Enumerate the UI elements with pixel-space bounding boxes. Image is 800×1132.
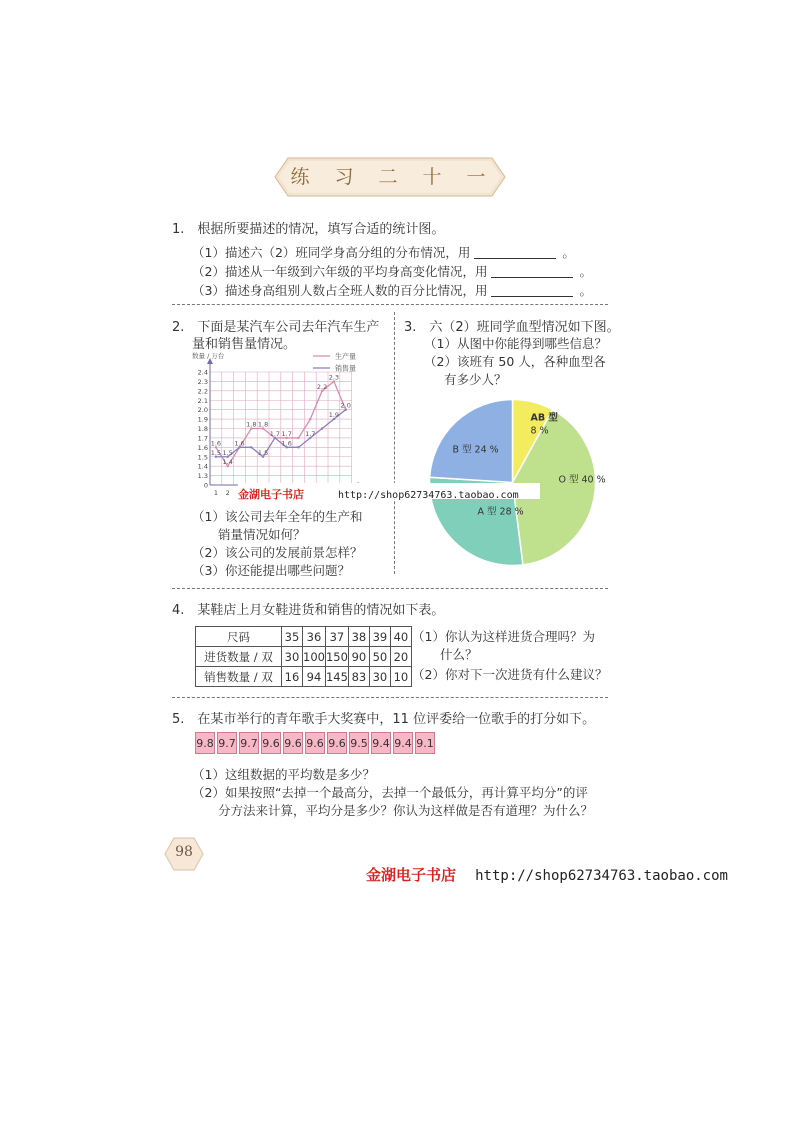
table-header-cell: 35	[282, 627, 303, 647]
chart-watermark-url-box	[334, 483, 540, 499]
q3-question-2-cont: 有多少人？	[444, 372, 507, 387]
pie-label: O 型 40 %	[558, 474, 606, 486]
title-char-1: 练	[290, 166, 310, 188]
y-tick-label: 1.4	[197, 462, 208, 471]
title-char-3: 二	[378, 166, 398, 188]
table-header-cell: 38	[348, 627, 369, 647]
y-axis-label: 数量 / 万台	[192, 352, 225, 360]
table-cell: 100	[303, 647, 326, 667]
score-cell: 9.7	[239, 732, 259, 754]
q1-blank-2[interactable]	[491, 265, 573, 278]
data-point	[297, 446, 299, 448]
title-char-2: 习	[334, 166, 354, 188]
q1-item-1	[192, 243, 575, 261]
data-label: 1.4	[222, 458, 233, 467]
section-divider-2	[172, 588, 608, 589]
q2-stem-line-2: 量和销售量情况。	[192, 337, 297, 352]
legend-label: 销售量	[335, 364, 356, 373]
y-tick-label: 1.9	[197, 415, 208, 424]
data-label: 1.5	[222, 448, 233, 457]
score-cell: 9.4	[393, 732, 413, 754]
q1-item-3-text: （3）描述身高组别人数占全班人数的百分比情况，用	[192, 283, 488, 298]
data-label: 1.6	[234, 439, 245, 448]
table-header-cell: 36	[303, 627, 326, 647]
table-cell: 20	[390, 647, 411, 667]
q1-item-3	[192, 281, 592, 299]
score-cell: 9.1	[415, 732, 435, 754]
table-header-cell: 37	[325, 627, 348, 647]
table-cell: 30	[369, 667, 390, 687]
table-cell: 94	[303, 667, 326, 687]
q1-item-3-tail: 。	[579, 283, 592, 298]
data-label: 1.7	[281, 429, 292, 438]
score-cell: 9.4	[371, 732, 391, 754]
data-label: 2.3	[328, 373, 340, 382]
score-cell: 9.7	[217, 732, 237, 754]
data-label: 1.7	[305, 429, 316, 438]
q4-stem: 4. 某鞋店上月女鞋进货和销售的情况如下表。	[172, 603, 445, 618]
data-point	[250, 446, 252, 448]
y-tick-label: 2.4	[197, 368, 208, 377]
table-header-cell: 39	[369, 627, 390, 647]
y-tick-label: 1.5	[197, 453, 208, 462]
q1-blank-1[interactable]	[474, 246, 556, 259]
production-sales-line-chart	[190, 350, 390, 505]
pie-percentage: 8 %	[530, 425, 549, 437]
q3-stem: 3. 六（2）班同学血型情况如下图。	[404, 320, 620, 335]
page-number: 98	[175, 844, 193, 860]
y-tick-label: 1.7	[197, 434, 208, 443]
table-header-row	[196, 627, 412, 647]
table-row	[196, 667, 412, 687]
chart-watermark-brand: 金湖电子书店	[238, 488, 304, 501]
q3-question-2: （2）该班有 50 人，各种血型各	[424, 354, 606, 369]
table-cell: 150	[325, 647, 348, 667]
footer-watermark	[366, 864, 728, 885]
data-label: 1.8	[257, 420, 269, 429]
table-cell: 16	[282, 667, 303, 687]
q1-stem: 1. 根据所要描述的情况，填写合适的统计图。	[172, 222, 445, 237]
score-cell: 9.6	[261, 732, 281, 754]
table-cell: 145	[325, 667, 348, 687]
q4-question-1-cont: 什么？	[440, 647, 478, 662]
page-number-badge	[164, 836, 204, 872]
q5-question-2: （2）如果按照“去掉一个最高分，去掉一个最低分，再计算平均分”的评	[192, 785, 588, 800]
q5-question-2-cont: 分方法来计算，平均分是多少？你认为这样做是否有道理？为什么？	[218, 803, 594, 818]
data-label: 1.5	[210, 448, 222, 457]
footer-watermark-url: http://shop62734763.taobao.com	[475, 868, 728, 884]
q5-question-1: （1）这组数据的平均数是多少？	[192, 767, 375, 782]
q1-item-2-tail: 。	[579, 264, 592, 279]
pie-label: AB 型	[530, 412, 558, 424]
chart-watermark-url: http://shop62734763.taobao.com	[338, 490, 519, 501]
data-label: 1.9	[328, 411, 340, 420]
y-tick-label: 1.3	[197, 472, 208, 481]
judge-score-strip	[195, 732, 440, 754]
pie-slice	[430, 400, 513, 483]
table-cell: 进货数量 / 双	[196, 647, 282, 667]
section-divider-1	[172, 304, 608, 305]
score-cell: 9.6	[283, 732, 303, 754]
section-divider-3	[172, 697, 608, 698]
q1-item-2-text: （2）描述从一年级到六年级的平均身高变化情况，用	[192, 264, 488, 279]
q1-item-1-tail: 。	[562, 245, 575, 260]
data-label: 1.7	[269, 429, 281, 438]
x-tick-label: 1	[213, 489, 218, 497]
data-label: 2.0	[340, 401, 351, 410]
data-point	[297, 437, 299, 439]
y-tick-label: 1.6	[197, 443, 208, 452]
table-cell: 50	[369, 647, 390, 667]
y-tick-label: 2.1	[197, 396, 208, 405]
y-tick-label: 2.0	[197, 406, 208, 415]
data-label: 1.6	[281, 439, 292, 448]
title-char-4: 十	[422, 166, 442, 188]
score-cell: 9.6	[305, 732, 325, 754]
q3-question-1: （1）从图中你能得到哪些信息？	[424, 336, 607, 351]
shoe-inventory-table	[195, 626, 412, 687]
table-cell: 30	[282, 647, 303, 667]
pie-label: A 型 28 %	[477, 506, 524, 518]
q2-question-3: （3）你还能提出哪些问题？	[192, 563, 350, 578]
table-cell: 83	[348, 667, 369, 687]
column-divider	[394, 312, 395, 574]
q4-question-1: （1）你认为这样进货合理吗？为	[412, 629, 595, 644]
q2-question-1-cont: 销量情况如何？	[218, 527, 306, 542]
x-tick-label: 2	[225, 489, 230, 497]
data-label: 1.6	[210, 439, 222, 448]
score-cell: 9.6	[327, 732, 347, 754]
score-cell: 9.5	[349, 732, 369, 754]
y-tick-label: 1.8	[197, 425, 208, 433]
q4-question-2: （2）你对下一次进货有什么建议？	[412, 667, 608, 682]
data-label: 1.5	[257, 448, 269, 457]
exercise-title-banner	[275, 154, 505, 200]
legend-label: 生产量	[335, 352, 356, 361]
score-cell: 9.8	[195, 732, 215, 754]
table-header-cell: 40	[390, 627, 411, 647]
q2-stem-line-1: 2. 下面是某汽车公司去年汽车生产	[172, 320, 380, 335]
data-label: 1.8	[246, 420, 257, 429]
q1-item-1-text: （1）描述六（2）班同学身高分组的分布情况，用	[192, 245, 471, 260]
footer-watermark-brand: 金湖电子书店	[366, 866, 457, 884]
q2-question-2: （2）该公司的发展前景怎样？	[192, 545, 363, 560]
q5-stem: 5. 在某市举行的青年歌手大奖赛中，11 位评委给一位歌手的打分如下。	[172, 712, 596, 727]
y-tick-label: 2.2	[197, 387, 208, 396]
q2-question-1: （1）该公司去年全年的生产和	[192, 509, 363, 524]
data-point	[309, 418, 311, 420]
q1-blank-3[interactable]	[491, 284, 573, 297]
data-label: 2.2	[316, 382, 328, 391]
data-point	[321, 427, 323, 429]
table-row	[196, 647, 412, 667]
table-cell: 10	[390, 667, 411, 687]
title-char-5: 一	[466, 166, 486, 188]
table-cell: 90	[348, 647, 369, 667]
pie-label: B 型 24 %	[452, 444, 499, 456]
y-tick-label: 0	[203, 481, 208, 490]
table-header-cell: 尺码	[196, 627, 282, 647]
y-tick-label: 2.3	[197, 377, 208, 386]
table-cell: 销售数量 / 双	[196, 667, 282, 687]
q1-item-2	[192, 262, 592, 280]
